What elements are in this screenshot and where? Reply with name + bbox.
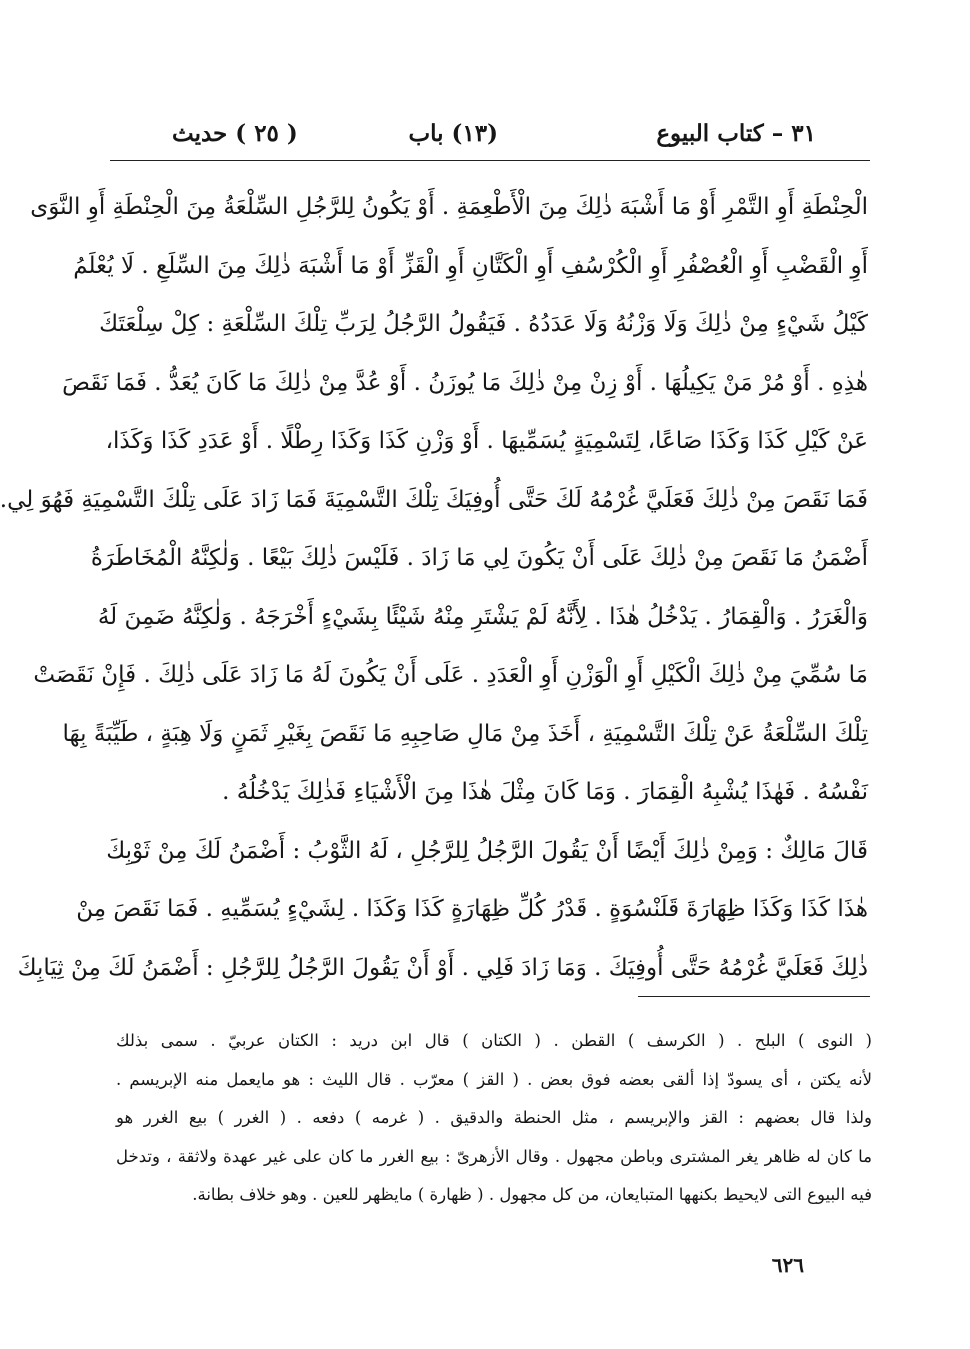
text-line: عَنْ كَيْلِ كَذَا وَكَذَا صَاعًا، لِتَسْمِيَةٍ يُسَمِّيهَا . أَوْ وَزْنِ كَذَا وَكَذَا رِطْلًا . أَوْ عَدَدِ كَذَا وَكَذَا، — [105, 428, 868, 454]
main-text — [0, 178, 868, 997]
text-line: الْحِنْطَةِ أَوِ التَّمْرِ أَوْ مَا أَشْبَهَ ذٰلِكَ مِنَ الْأَطْعِمَةِ . أَوْ يَكُونُ لِلرَّجُلِ السِّلْعَةُ مِنَ الْحِنْطَةِ أَوِ النَّوَى — [30, 194, 868, 220]
header-divider — [110, 160, 870, 161]
footnote-divider — [638, 996, 870, 997]
footnote-line: ما كان له ظاهر يغر المشترى وباطن مجهول . وقال الأزهرىّ : بيع الغرر ما كان على غير عهدة ولاثقة ، وتدخل — [116, 1146, 872, 1166]
text-line: كَيْلُ شَيْءٍ مِنْ ذٰلِكَ وَلَا وَزْنُهُ وَلَا عَدَدُهُ . فَيَقُولُ الرَّجُلُ لِرَبِّ تِلْكَ السِّلْعَةِ : كِلْ سِلْعَتَكَ — [99, 311, 868, 337]
text-line: فَمَا نَقَصَ مِنْ ذٰلِكَ فَعَلَيَّ غُرْمُهُ لَكَ حَتَّى أُوفِيَكَ تِلْكَ التَّسْمِيَةَ فَمَا زَادَ عَلَى تِلْكَ التَّسْمِيَةِ فَهُوَ لِي. — [0, 486, 868, 513]
footnote-line: ( النوى ) البلح . ( الكرسف ) القطن . ( الكتان ) قال ابن دريد : الكتان عربيّ . سمى بذلك — [116, 1031, 872, 1050]
page-header — [116, 118, 868, 158]
text-line: أَوِ الْقَضْبِ أَوِ الْعُصْفُرِ أَوِ الْكُرْسُفِ أَوِ الْكَتَّانِ أَوِ الْقَزِّ أَوْ مَا أَشْبَهَ ذٰلِكَ مِنَ السِّلَعِ . لَا يُعْلَمُ — [73, 252, 868, 279]
chapter-label: (١٣) باب — [408, 120, 498, 147]
footnote-line: لأنه يكتن ، أى يسودّ إذا ألقى بعضه فوق بعض . ( القز ) معرّب . قال الليث : هو مايعمل منه الإبريسم . — [116, 1069, 872, 1089]
page-number: ٦٢٦ — [771, 1253, 804, 1277]
text-line: هٰذِهِ . أَوْ مُرْ مَنْ يَكِيلُهَا . أَوْ زِنْ مِنْ ذٰلِكَ مَا يُوزَنُ . أَوْ عُدَّ مِنْ ذٰلِكَ مَا كَانَ يُعَدُّ . فَمَا نَقَصَ — [62, 369, 868, 396]
text-line: قَالَ مَالِكٌ : وَمِنْ ذٰلِكَ أَيْضًا أَنْ يَقُولَ الرَّجُلُ لِلرَّجُلِ ، لَهُ الثَّوْبُ : أَضْمَنُ لَكَ مِنْ ثَوْبِكَ — [106, 837, 868, 864]
text-line: هٰذَا كَذَا وَكَذَا ظِهَارَةَ قَلَنْسُوَةٍ . قَدْرُ كُلِّ ظِهَارَةٍ كَذَا وَكَذَا . لِشَيْءٍ يُسَمِّيهِ . فَمَا نَقَصَ مِنْ — [76, 896, 868, 922]
text-line: مَا سُمِّيَ مِنْ ذٰلِكَ الْكَيْلِ أَوِ الْوَزْنِ أَوِ الْعَدَدِ . عَلَى أَنْ يَكُونَ لَهُ مَا زَادَ عَلَى ذٰلِكَ . فَإِنْ نَقَصَتْ — [33, 662, 868, 688]
hadith-label: ( ٢٥ ) حديث — [172, 120, 298, 147]
text-line: نَفْسُهُ . فَهٰذَا يُشْبِهُ الْقِمَارَ . وَمَا كَانَ مِثْلَ هٰذَا مِنَ الْأَشْيَاءِ فَذٰلِكَ يَدْخُلُهُ . — [222, 779, 868, 805]
footnotes — [116, 1022, 872, 1215]
book-title: ٣١ – كتاب البيوع — [656, 120, 816, 147]
text-line: تِلْكَ السِّلْعَةُ عَنْ تِلْكَ التَّسْمِيَةِ ، أَخَذَ مِنْ مَالِ صَاحِبِهِ مَا نَقَصَ بِغَيْرِ ثَمَنٍ وَلَا هِبَةٍ ، طَيِّبَةً بِهَا — [62, 720, 868, 747]
text-line: وَالْغَرَرُ . وَالْقِمَارُ . يَدْخُلُ هٰذَا . لِأَنَّهُ لَمْ يَشْتَرِ مِنْهُ شَيْئًا بِشَيْءٍ أَخْرَجَهُ . وَلٰكِنَّهُ ضَمِنَ لَهُ — [97, 603, 868, 630]
text-line: أَضْمَنُ مَا نَقَصَ مِنْ ذٰلِكَ عَلَى أَنْ يَكُونَ لِي مَا زَادَ . فَلَيْسَ ذٰلِكَ بَيْعًا . وَلٰكِنَّهُ الْمُخَاطَرَةُ — [90, 545, 868, 571]
text-line: ذٰلِكَ فَعَلَيَّ غُرْمُهُ حَتَّى أُوفِيَكَ . وَمَا زَادَ فَلِي . أَوْ أَنْ يَقُولَ الرَّجُلُ لِلرَّجُلِ : أَضْمَنُ لَكَ مِنْ ثِيَابِكَ — [17, 954, 868, 981]
footnote-line: فيه البيوع التى لايحيط بكنهها المتبايعان، من كل مجهول . ( ظهارة ) مايظهر للعين . وهو خلاف بطانة. — [192, 1185, 872, 1204]
footnote-line: ولذا قال بعضهم : القز والإبريسم ، مثل الحنطة والدقيق . ( غرمه ) دفعه . ( الغرر ) بيع الغرر هو — [116, 1108, 872, 1127]
